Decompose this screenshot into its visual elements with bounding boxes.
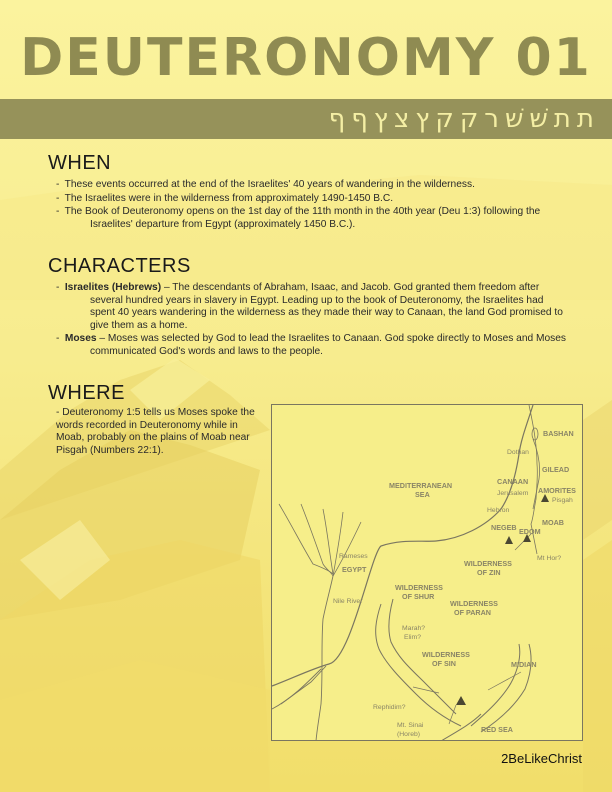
label-red-sea: RED SEA	[481, 725, 513, 734]
list-item: - The Israelites were in the wilderness from approximately 1490-1450 B.C.	[56, 192, 394, 204]
where-heading: WHERE	[48, 382, 125, 404]
where-section	[48, 382, 568, 405]
label-rephidim: Rephidim?	[373, 704, 406, 711]
label-amorites: AMORITES	[538, 486, 576, 495]
list-item: - These events occurred at the end of the Israelites' 40 years of wandering in the wilderness.	[56, 179, 475, 190]
label-wilderness-paran: WILDERNESS	[450, 599, 498, 608]
where-text: - Deuteronomy 1:5 tells us Moses spoke the words recorded in Deuteronomy while in Moab, probably on the plains of Moab near Pisgah (Numbers 22:1).	[56, 407, 255, 456]
label-midian: MIDIAN	[511, 660, 537, 669]
label-moab: MOAB	[542, 518, 564, 527]
list-item: - Israelites (Hebrews) – The descendants of Abraham, Isaac, and Jacob. God granted them freedom after several hundred years in slavery in Egypt. Leading up to the book of Deuteronomy, the Israelites had spent 40 years wandering in the wilderness as they made their way to Canaan, the land God promised to give them as a home.	[56, 282, 563, 331]
label-marah: Marah?	[402, 625, 426, 632]
map-exodus	[271, 404, 583, 741]
list-item: - Moses – Moses was selected by God to lead the Israelites to Canaan. God spoke directly to Moses and Moses communicated God's words and laws to the people.	[56, 333, 566, 357]
label-sea: SEA	[415, 490, 430, 499]
label-mt-sinai: Mt. Sinai	[397, 722, 424, 729]
label-horeb: (Horeb)	[397, 731, 421, 738]
label-wilderness-shur: WILDERNESS	[395, 583, 443, 592]
label-bashan: BASHAN	[543, 429, 574, 438]
label-negeb: NEGEB	[491, 523, 517, 532]
brand-text: 2BeLikeChrist	[501, 751, 582, 766]
label-of-zin: OF ZIN	[477, 568, 501, 577]
label-pisgah: Pisgah	[552, 497, 573, 504]
label-egypt: EGYPT	[342, 565, 367, 574]
label-edom: EDOM	[519, 527, 541, 536]
label-wilderness-zin: WILDERNESS	[464, 559, 512, 568]
label-of-paran: OF PARAN	[454, 608, 491, 617]
characters-heading: CHARACTERS	[48, 255, 191, 277]
label-canaan: CANAAN	[497, 477, 529, 486]
label-mediterranean: MEDITERRANEAN	[389, 481, 453, 490]
label-jerusalem: Jerusalem	[497, 490, 529, 497]
hebrew-letters: תתשׁשׁרקקץצץףף	[328, 104, 600, 134]
when-heading: WHEN	[48, 152, 112, 174]
label-elim: Elim?	[404, 634, 421, 641]
label-rameses: Rameses	[339, 553, 368, 560]
label-gilead: GILEAD	[542, 465, 570, 474]
label-nile-river: Nile River	[333, 598, 363, 605]
characters-section	[48, 255, 568, 359]
label-dothan: Dothan	[507, 449, 529, 456]
label-hebron: Hebron	[487, 507, 510, 514]
label-of-sin: OF SIN	[432, 659, 456, 668]
list-item: - The Book of Deuteronomy opens on the 1st day of the 11th month in the 40th year (Deu 1:3) following the Israelites' departure from Egypt (approximately 1450 B.C.).	[56, 206, 541, 230]
label-of-shur: OF SHUR	[402, 592, 435, 601]
label-wilderness-sin: WILDERNESS	[422, 650, 470, 659]
label-mt-hor: Mt Hor?	[537, 555, 562, 562]
page-title: DEUTERONOMY 01	[20, 28, 592, 88]
when-section	[48, 152, 568, 232]
